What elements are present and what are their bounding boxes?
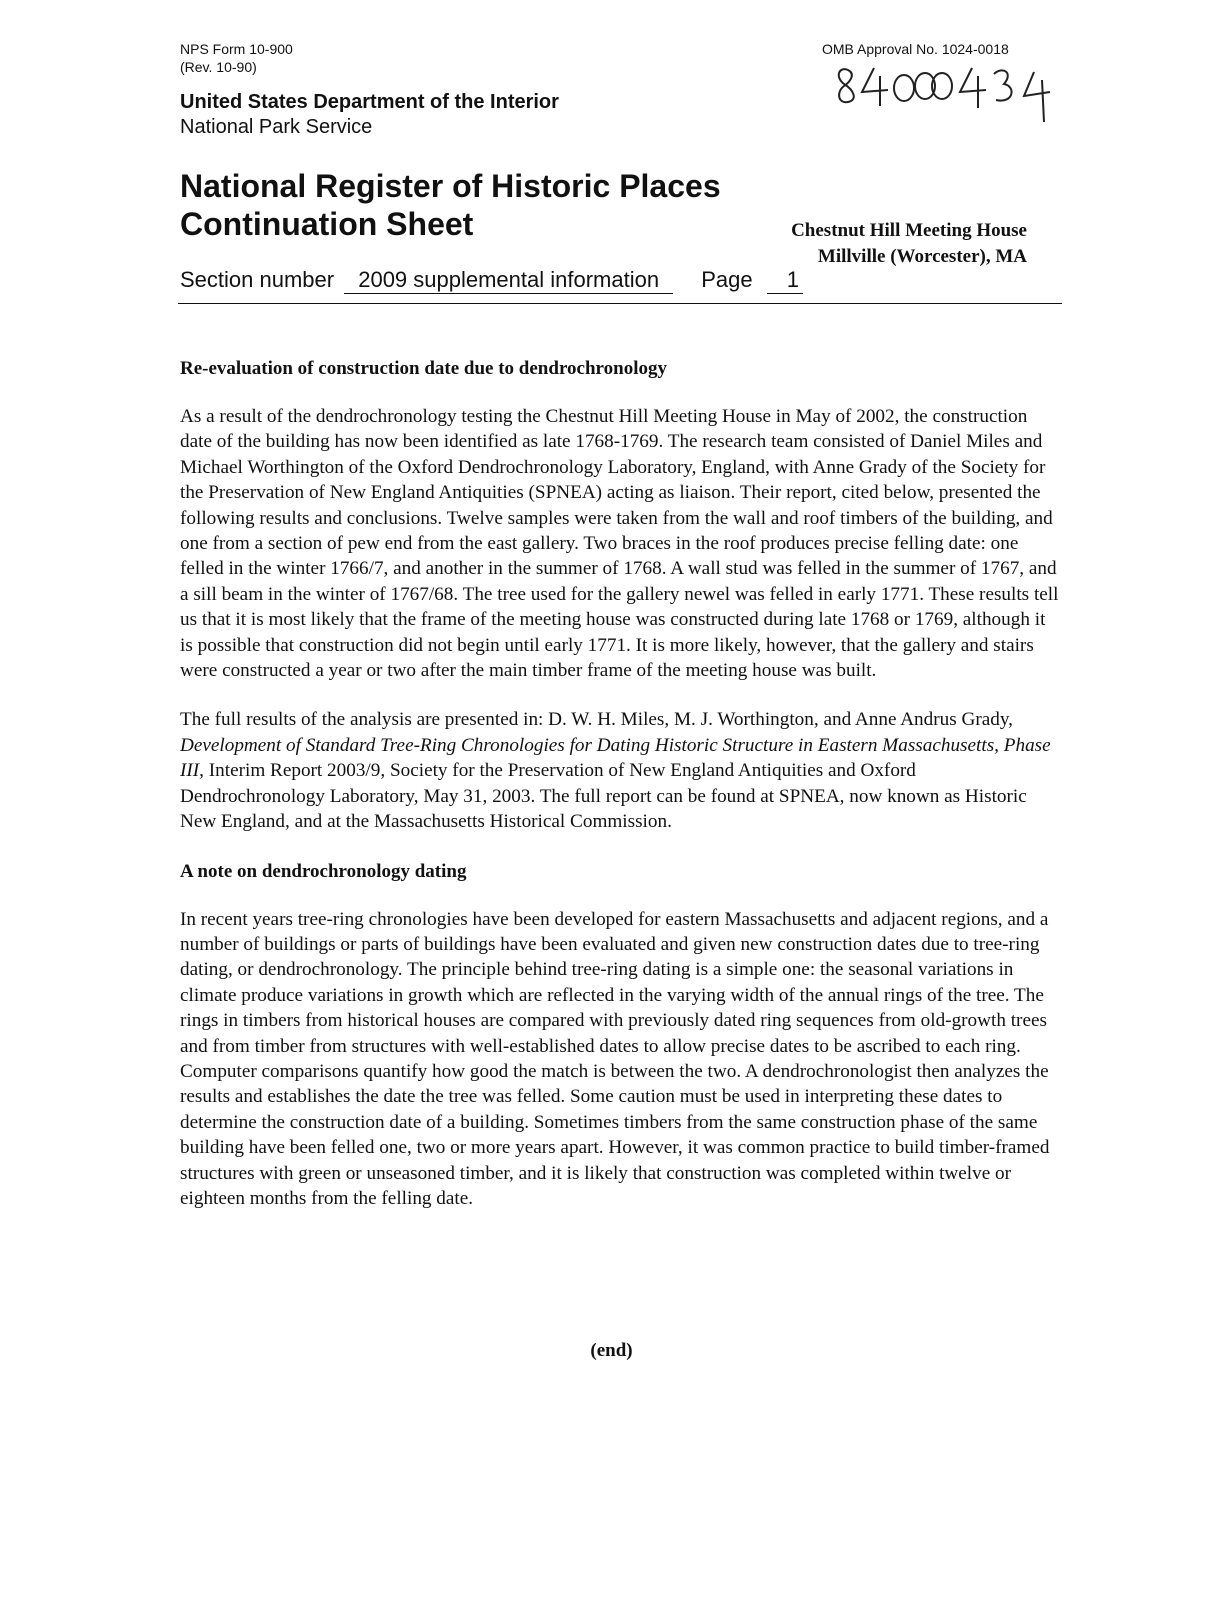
section-number-value: 2009 supplemental information bbox=[344, 267, 673, 294]
page-number: 1 bbox=[767, 267, 803, 294]
form-title-line2: Continuation Sheet bbox=[180, 206, 474, 242]
paragraph-results: As a result of the dendrochronology testing the Chestnut Hill Meeting House in May of 2002, the construction date of the building has now been identified as late 1768-1769. The research team consisted of Daniel Miles and Michael Worthington of the Oxford Dendrochronology Laboratory, England, with Anne Grady of the Society for the Preservation of New England Antiquities (SPNEA) acting as liaison. Their report, cited below, presented the following results and conclusions. Twelve samples were taken from the wall and roof timbers of the building, and one from a section of pew end from the east gallery. Two braces in the roof produces precise felling date: one felled in the winter 1766/7, and another in the summer of 1768. A wall stud was felled in the summer of 1767, and a sill beam in the winter of 1767/68. The tree used for the gallery newel was felled in early 1771. These results tell us that it is most likely that the frame of the meeting house was constructed during late 1768 or 1769, although it is possible that construction did not begin until early 1771. It is more likely, however, that the gallery and stairs were constructed a year or two after the main timber frame of the meeting house was built. bbox=[180, 406, 1059, 682]
agency-name: National Park Service bbox=[180, 116, 373, 138]
citation-text-end: Interim Report 2003/9, Society for the Preservation of New England Antiquities and Oxford Dendrochronology Laboratory, May 31, 2003. The full report can be found at SPNEA, now known as Historic New England, and at the Massachusetts Historical Commission. bbox=[180, 760, 1027, 833]
handwritten-reference-number bbox=[830, 62, 1060, 132]
paragraph-dendrochronology-explanation: In recent years tree-ring chronologies have been developed for eastern Massachusetts and adjacent regions, and a number of buildings or parts of buildings have been evaluated and given new construction dates due to tree-ring dating, or dendrochronology. The principle behind tree-ring dating is a simple one: the seasonal variations in climate produce variations in growth which are reflected in the varying width of the annual rings of the tree. The rings in timbers from historical houses are compared with previously dated ring sequences from old-growth trees and from timber from structures with well-established dates to allow precise dates to be ascribed to each ring. Computer comparisons quantify how good the match is between the two. A dendrochronologist then analyzes the results and establishes the date the tree was felled. Some caution must be used in interpreting these dates to determine the construction date of a building. Sometimes timbers from the same construction phase of the same building have been felled one, two or more years apart. However, it was common practice to build timber-framed structures with green or unseasoned timber, and it is likely that construction was completed within twelve or eighteen months from the felling date. bbox=[180, 908, 1050, 1209]
property-location: Millville (Worcester), MA bbox=[817, 246, 1027, 267]
document-body bbox=[180, 356, 1060, 1235]
section-heading-reevaluation: Re-evaluation of construction date due to dendrochronology bbox=[180, 358, 667, 379]
form-revision: (Rev. 10-90) bbox=[180, 59, 257, 75]
property-info bbox=[791, 218, 1027, 270]
section-heading-dendrochronology-note: A note on dendrochronology dating bbox=[180, 860, 467, 882]
section-number-line bbox=[180, 266, 803, 294]
page-label: Page bbox=[701, 267, 753, 292]
citation-report-title: Development of Standard Tree-Ring Chronologies for Dating Historic Structure in Eastern Massachusetts, Phase III, bbox=[180, 734, 1051, 782]
form-number-block bbox=[180, 40, 293, 76]
form-number: NPS Form 10-900 bbox=[180, 41, 293, 57]
citation-text-start: The full results of the analysis are presented in: D. W. H. Miles, M. J. Worthington, and Anne Andrus Grady, bbox=[180, 709, 1013, 731]
property-name: Chestnut Hill Meeting House bbox=[791, 220, 1027, 241]
form-title-line1: National Register of Historic Places bbox=[180, 168, 721, 204]
end-marker: (end) bbox=[590, 1340, 633, 1361]
form-title bbox=[180, 167, 721, 243]
header-divider bbox=[178, 303, 1062, 304]
department-name: United States Department of the Interior bbox=[180, 91, 559, 113]
agency-block bbox=[180, 90, 559, 140]
paragraph-citation bbox=[180, 707, 1060, 834]
section-number-label: Section number bbox=[180, 267, 335, 292]
omb-approval: OMB Approval No. 1024-0018 bbox=[822, 41, 1009, 57]
